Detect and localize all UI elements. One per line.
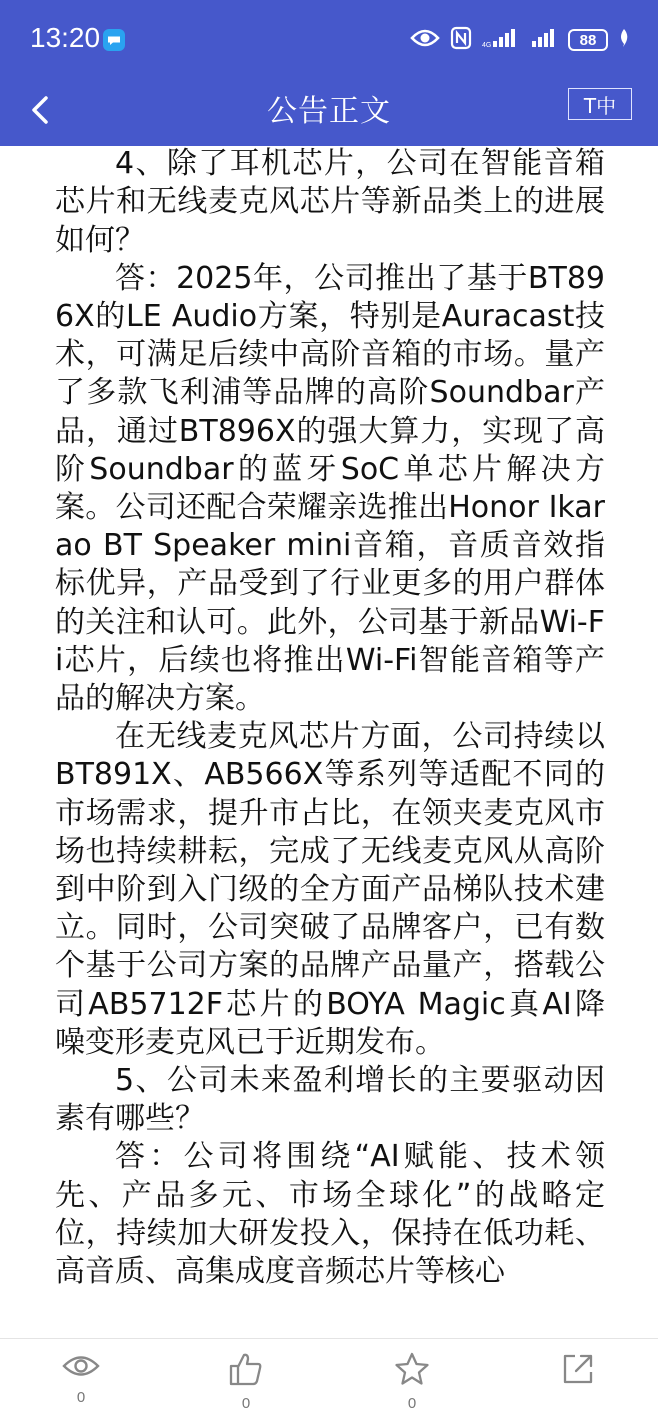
favorite-count: 0 (407, 1395, 417, 1412)
article-paragraph: 在无线麦克风芯片方面，公司持续以BT891X、AB566X等系列等适配不同的市场需求，提升市占比，在领夹麦克风市场也持续耕耘，完成了无线麦克风从高阶到中阶到入门级的全方面产品梯队技术建立。同时，公司突破了品牌客户，已有数个基于公司方案的品牌产品量产，搭载公司AB5712F芯片的BOYA Magic真AI降噪变形麦克风已于近期发布。 (55, 719, 605, 1060)
thumbs-up-icon (228, 1351, 264, 1387)
font-size-toggle[interactable]: T中 (568, 88, 632, 120)
article-paragraph: 5、公司未来盈利增长的主要驱动因素有哪些？ (55, 1063, 605, 1137)
article-body (55, 146, 605, 1291)
eye-icon (62, 1351, 100, 1381)
signal-2-icon (530, 27, 558, 53)
nav-bar (0, 78, 658, 146)
like-button[interactable] (216, 1351, 276, 1415)
chevron-left-icon (22, 90, 62, 130)
message-notification-icon (102, 28, 126, 56)
eye-comfort-icon (410, 27, 440, 53)
status-bar (0, 0, 658, 78)
article-paragraph: 答：2025年，公司推出了基于BT896X的LE Audio方案，特别是Auracast技术，可满足后续中高阶音箱的市场。量产了多款飞利浦等品牌的高阶Soundbar产品，通过BT896X的强大算力，实现了高阶Soundbar的蓝牙SoC单芯片解决方案。公司还配合荣耀亲选推出Honor Ikarao BT Speaker mini音箱，音质音效指标优异，产品受到了行业更多的用户群体的关注和认可。此外，公司基于新品Wi-Fi芯片，后续也将推出Wi-Fi智能音箱等产品的解决方案。 (55, 260, 605, 717)
view-count: 0 (76, 1389, 86, 1406)
page-title: 公告正文 (267, 94, 391, 129)
battery-level: 88 (568, 29, 608, 51)
back-button[interactable] (22, 90, 62, 130)
share-icon (560, 1351, 596, 1387)
leaf-icon (618, 28, 630, 52)
view-count-button[interactable] (51, 1351, 111, 1415)
status-time: 13:20 (30, 22, 101, 53)
article-content[interactable] (0, 146, 658, 1338)
app-header (0, 0, 658, 146)
system-icons (410, 24, 630, 56)
favorite-button[interactable] (382, 1351, 442, 1415)
article-paragraph: 4、除了耳机芯片，公司在智能音箱芯片和无线麦克风芯片等新品类上的进展如何？ (55, 146, 605, 258)
svg-text:4G: 4G (482, 42, 492, 49)
bottom-action-bar (0, 1338, 658, 1417)
like-count: 0 (241, 1395, 251, 1412)
share-button[interactable] (548, 1351, 608, 1415)
nfc-icon (450, 26, 472, 54)
star-icon (393, 1351, 431, 1387)
article-paragraph: 答：公司将围绕“AI赋能、技术领先、产品多元、市场全球化”的战略定位，持续加大研发投入，保持在低功耗、高音质、高集成度音频芯片等核心 (55, 1139, 605, 1290)
signal-1-icon (482, 27, 520, 53)
